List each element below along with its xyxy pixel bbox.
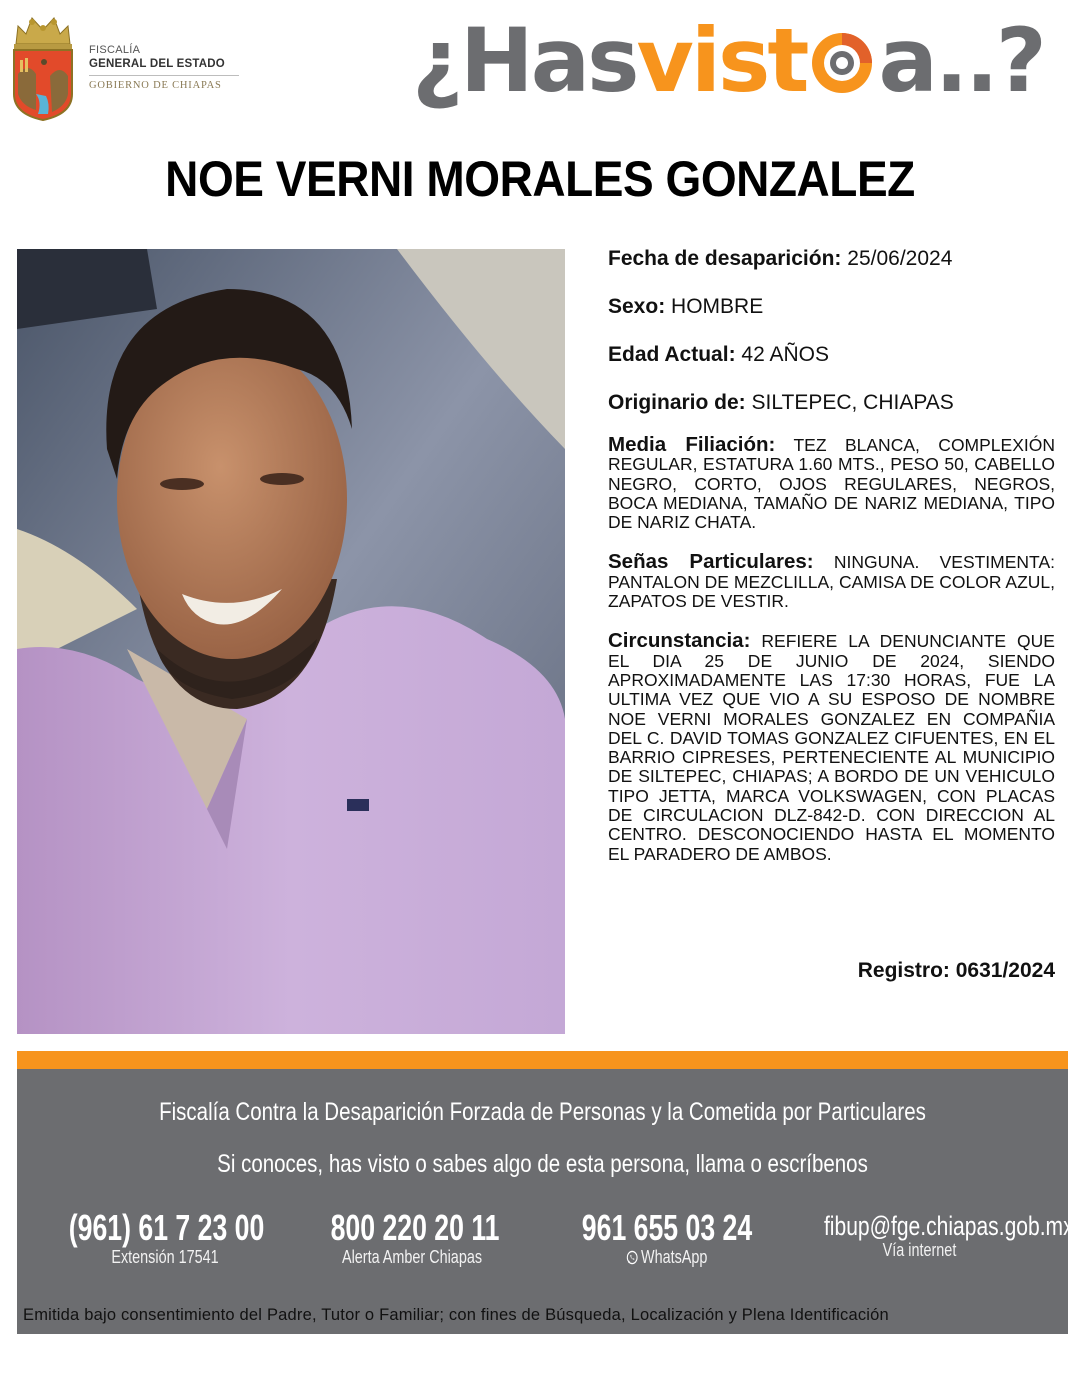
field-label: Edad Actual: xyxy=(608,343,736,366)
field-originario xyxy=(608,391,1055,415)
contact-caption: Extensión 17541 xyxy=(111,1247,219,1267)
contact-caption: Alerta Amber Chiapas xyxy=(341,1247,483,1267)
field-value: TEZ BLANCA, COMPLEXIÓN REGULAR, ESTATURA 1.60 MTS., PESO 50, CABELLO NEGRO, CORTO, OJOS REGULARES, NEGROS, BOCA MEDIANA, TAMAÑO DE NARIZ MEDIANA, TIPO DE NARIZ CHATA. xyxy=(608,435,1055,533)
field-fecha-desaparicion xyxy=(608,247,1055,271)
field-value: REFIERE LA DENUNCIANTE QUE EL DIA 25 DE JUNIO DE 2024, SIENDO APROXIMADAMENTE LAS 17:30 HORAS, FUE LA ULTIMA VEZ QUE VIO A SU ESPOSO DE NOMBRE NOE VERNI MORALES GONZALEZ EN COMPAÑIA DEL C. DAVID TOMAS GONZALEZ CIFUENTES, EN EL BARRIO CIPRESES, PERTENECIENTE AL MUNICIPIO DE SILTEPEC, CHIAPAS; A BORDO DE UN VEHICULO TIPO JETTA, MARCA VOLKSWAGEN, CON PLACAS DE CIRCULACION DLZ-842-D. CON DIRECCION AL CENTRO. DESCONOCIENDO HASTA EL MOMENTO EL PARADERO DE AMBOS. xyxy=(608,631,1055,864)
agency-name xyxy=(89,44,239,91)
contact-phone-fiscalia[interactable] xyxy=(35,1207,295,1268)
agency-line-1: FISCALÍA xyxy=(89,44,141,56)
person-name: NOE VERNI MORALES GONZALEZ xyxy=(165,151,915,207)
field-sexo xyxy=(608,295,1055,319)
field-media-filiacion xyxy=(608,435,1055,532)
field-label: Circunstancia: xyxy=(608,629,751,653)
campaign-part-2: vist xyxy=(636,9,807,112)
field-label: Sexo: xyxy=(608,295,666,318)
agency-line-3: GOBIERNO DE CHIAPAS xyxy=(89,80,222,91)
orange-divider xyxy=(17,1051,1068,1069)
chiapas-coat-of-arms-icon xyxy=(8,14,78,122)
field-senas-particulares xyxy=(608,552,1055,611)
contact-whatsapp[interactable] xyxy=(547,1207,787,1268)
field-label: Media Filiación: xyxy=(608,433,776,456)
contact-value[interactable]: 800 220 20 11 xyxy=(330,1207,500,1248)
field-value: 42 AÑOS xyxy=(741,343,829,366)
campaign-part-1: ¿Has xyxy=(412,9,637,112)
contact-email[interactable] xyxy=(797,1207,1074,1261)
contact-value[interactable]: (961) 61 7 23 00 xyxy=(68,1207,265,1248)
registro-number: Registro: 0631/2024 xyxy=(857,959,1055,982)
footer-contact-panel xyxy=(17,1069,1074,1334)
field-value: 25/06/2024 xyxy=(847,247,953,270)
details-panel xyxy=(608,247,1055,982)
field-label: Originario de: xyxy=(608,391,746,414)
field-value: HOMBRE xyxy=(671,295,764,318)
field-edad xyxy=(608,343,1055,367)
field-label: Fecha de desaparición: xyxy=(608,247,842,270)
person-photo xyxy=(17,249,565,1034)
contact-value[interactable]: fibup@fge.chiapas.gob.mx xyxy=(823,1211,1074,1241)
campaign-part-3: a..? xyxy=(878,9,1044,112)
disclaimer: Emitida bajo consentimiento del Padre, Tutor o Familiar; con fines de Búsqueda, Localización y Plena Identificación xyxy=(23,1306,889,1324)
campaign-logo xyxy=(412,6,1044,116)
whatsapp-icon xyxy=(627,1250,639,1265)
contact-caption: WhatsApp xyxy=(640,1247,708,1267)
photo-illustration xyxy=(17,249,565,1034)
contact-caption-wrap xyxy=(571,1247,763,1268)
field-value: SILTEPEC, CHIAPAS xyxy=(751,391,954,414)
contact-caption: Vía internet xyxy=(882,1240,957,1260)
field-label: Señas Particulares: xyxy=(608,550,814,574)
agency-line-2: GENERAL DEL ESTADO xyxy=(89,58,239,76)
footer-title: Fiscalía Contra la Desaparición Forzada de Personas y la Cometida por Particulares xyxy=(159,1098,926,1126)
field-circunstancia xyxy=(608,631,1055,864)
footer-subtitle: Si conoces, has visto o sabes algo de esta persona, llama o escríbenos xyxy=(217,1150,868,1178)
header xyxy=(0,0,1080,140)
field-value: NINGUNA. VESTIMENTA: PANTALON DE MEZCLILLA, CAMISA DE COLOR AZUL, ZAPATOS DE VESTIR. xyxy=(608,552,1055,612)
eye-icon xyxy=(808,27,876,95)
contact-phone-amber[interactable] xyxy=(302,1207,522,1268)
contact-value[interactable]: 961 655 03 24 xyxy=(581,1207,753,1248)
